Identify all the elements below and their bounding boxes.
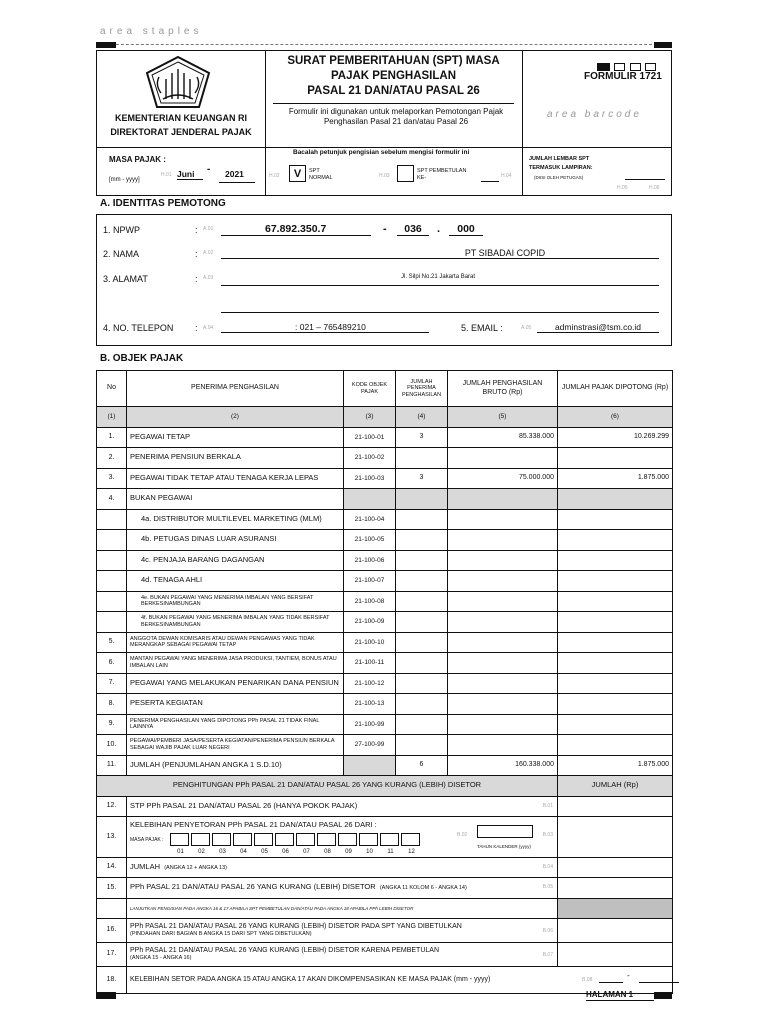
row-12-value[interactable] (558, 796, 673, 817)
alamat-field-line2[interactable] (221, 301, 659, 313)
row-18-year-field[interactable] (639, 973, 679, 983)
row-pph[interactable] (558, 714, 673, 735)
row-13-value[interactable] (558, 817, 673, 858)
top-dashed-line (96, 44, 672, 45)
h04-code: H.04 (501, 173, 512, 179)
registration-mark-bottom-right (654, 992, 672, 999)
colnum-5: (5) (448, 407, 558, 428)
row-kode: 21-100-08 (344, 591, 396, 612)
row-desc: JUMLAH (PENJUMLAHAN ANGKA 1 S.D.10) (127, 755, 344, 776)
row-12-text: STP PPh PASAL 21 DAN/ATAU PASAL 26 (HANYA POKOK PAJAK) (130, 800, 358, 810)
table-row (97, 735, 673, 756)
formulir-number: FORMULIR 1721 (584, 71, 662, 82)
row-jumlah-penerima[interactable] (396, 694, 448, 715)
row-bruto[interactable] (448, 714, 558, 735)
section-a-box (96, 214, 672, 346)
nama-label: 2. NAMA (103, 249, 140, 259)
month-number: 06 (282, 848, 289, 855)
area-barcode-label: area barcode (547, 109, 642, 120)
row-17-value[interactable] (558, 943, 673, 967)
row-jumlah-penerima[interactable] (396, 714, 448, 735)
row-bruto[interactable] (448, 694, 558, 715)
calc-jumlah-header: JUMLAH (Rp) (558, 776, 673, 797)
page-number: HALAMAN 1 (586, 990, 634, 999)
col-header-penerima: PENERIMA PENGHASILAN (127, 371, 344, 407)
month-number: 02 (198, 848, 205, 855)
ministry-name: KEMENTERIAN KEUANGAN RI (114, 113, 247, 123)
row-12-no: 12. (97, 796, 127, 817)
month-number: 11 (387, 848, 394, 855)
month-number: 08 (324, 848, 331, 855)
row-desc: 4f. BUKAN PEGAWAI YANG MENERIMA IMBALAN YANG TIDAK BERSIFAT BERKESINAMBUNGAN (127, 612, 344, 633)
row-jumlah-penerima[interactable] (396, 591, 448, 612)
row-14-no: 14. (97, 857, 127, 878)
spt-pembetulan-label: SPT PEMBETULAN KE- (417, 168, 467, 182)
lanjutkan-note: LANJUTKAN PENGISIAN PADA ANGKA 16 & 17 APABILA SPT PEMBETULAN DAN/ATAU PADA ANGKA 18 APABILA PPh LEBIH DISETOR (127, 898, 558, 919)
registration-mark-bottom-left (96, 992, 116, 999)
row-no: 5. (97, 632, 127, 653)
month-number: 12 (408, 848, 415, 855)
registration-mark-right (654, 42, 672, 48)
row-13-desc (127, 817, 558, 858)
row-kode: 21-100-02 (344, 448, 396, 469)
telepon-colon: : (195, 323, 198, 333)
row-14-small: (ANGKA 12 + ANGKA 13) (164, 864, 228, 871)
row-16-small: (PINDAHAN DARI BAGIAN B ANGKA 15 DARI SPT YANG DIBETULKAN) (130, 931, 312, 938)
month-checkbox-09[interactable] (338, 833, 357, 846)
row-kode: 21-100-06 (344, 550, 396, 571)
month-checkbox-03[interactable] (212, 833, 231, 846)
nama-colon: : (195, 249, 198, 259)
calc-header-row (97, 776, 673, 797)
row-no: 8. (97, 694, 127, 715)
row-16-value[interactable] (558, 919, 673, 943)
row-kode: 21-100-10 (344, 632, 396, 653)
col-header-kode: KODE OBJEK PAJAK (344, 371, 396, 407)
month-number: 10 (366, 848, 373, 855)
row-no: 9. (97, 714, 127, 735)
row-pph[interactable] (558, 653, 673, 674)
row-desc: PEGAWAI TETAP (127, 427, 344, 448)
row-16-desc (127, 919, 558, 943)
month-checkbox-05[interactable] (254, 833, 273, 846)
month-number: 07 (303, 848, 310, 855)
row-16-no: 16. (97, 919, 127, 943)
row-13-text: KELEBIHAN PENYETORAN PPh PASAL 21 DAN/ATAU PASAL 26 DARI : (130, 820, 377, 829)
npwp-dash: - (383, 223, 387, 235)
row-pph[interactable] (558, 448, 673, 469)
row-kode: 21-100-03 (344, 468, 396, 489)
row-bruto[interactable] (448, 653, 558, 674)
spt-normal-checkbox[interactable]: V (289, 165, 306, 182)
row-bruto[interactable] (448, 550, 558, 571)
row-kode: 21-100-05 (344, 530, 396, 551)
row-18-dash: - (627, 971, 630, 981)
row-jumlah-penerima[interactable] (396, 509, 448, 530)
row-desc: 4b. PETUGAS DINAS LUAR ASURANSI (127, 530, 344, 551)
row-bruto[interactable] (448, 571, 558, 592)
form-header (96, 50, 672, 196)
row-13 (97, 817, 673, 858)
row-desc: ANGGOTA DEWAN KOMISARIS ATAU DEWAN PENGAWAS YANG TIDAK MERANGKAP SEBAGAI PEGAWAI TETAP (127, 632, 344, 653)
row-jumlah-penerima (396, 489, 448, 510)
lanjutkan-shade (558, 898, 673, 919)
row-15 (97, 878, 673, 899)
b03-code: B.03 (542, 832, 553, 838)
row-15-desc (127, 878, 558, 899)
month-checkbox-06[interactable] (275, 833, 294, 846)
row-no: 11. (97, 755, 127, 776)
row-17-text: PPh PASAL 21 DAN/ATAU PASAL 26 YANG KURANG (LEBIH) DISETOR KARENA PEMBETULAN (130, 947, 440, 955)
row-desc: PEGAWAI TIDAK TETAP ATAU TENAGA KERJA LEPAS (127, 468, 344, 489)
row-bruto[interactable] (448, 509, 558, 530)
row-bruto[interactable]: 85.338.000 (448, 427, 558, 448)
table-row (97, 653, 673, 674)
alamat-label: 3. ALAMAT (103, 274, 148, 284)
diisi-petugas-note: (DIISI OLEH PETUGAS) (534, 175, 584, 180)
h03-code: H.03 (379, 173, 390, 179)
row-jumlah-penerima[interactable] (396, 530, 448, 551)
lanjutkan-row (97, 898, 673, 919)
row-jumlah-penerima[interactable] (396, 550, 448, 571)
table-row (97, 427, 673, 448)
row-pph[interactable] (558, 673, 673, 694)
telepon-field[interactable]: : 021 – 765489210 (221, 322, 429, 333)
row-pph[interactable] (558, 530, 673, 551)
table-row (97, 468, 673, 489)
row-no (97, 612, 127, 633)
col-header-jumlah-penerima: JUMLAH PENERIMA PENGHASILAN (396, 371, 448, 407)
row-pph[interactable] (558, 571, 673, 592)
b08-code: B.08 (582, 977, 593, 984)
row-pph[interactable]: 1.875.000 (558, 468, 673, 489)
telepon-label: 4. NO. TELEPON (103, 323, 174, 333)
row-kode: 21-100-04 (344, 509, 396, 530)
petunjuk-text: Bacalah petunjuk pengisian sebelum mengisi formulir ini (293, 149, 470, 156)
alamat-code: A.03 (203, 275, 214, 281)
row-16 (97, 919, 673, 943)
row-no: 7. (97, 673, 127, 694)
row-jumlah-penerima[interactable]: 3 (396, 427, 448, 448)
row-12-desc (127, 796, 558, 817)
row-pph (558, 489, 673, 510)
row-no: 4. (97, 489, 127, 510)
nama-field[interactable]: PT SIBADAI COPID (221, 248, 659, 259)
row-bruto[interactable] (448, 673, 558, 694)
b02-code: B.02 (457, 832, 468, 838)
row-desc: PEGAWAI/PEMBERI JASA/PESERTA KEGIATAN/PENERIMA PENSIUN BERKALA SEBAGAI WAJIB PAJAK LUAR NEGERI (127, 735, 344, 756)
colnum-2: (2) (127, 407, 344, 428)
month-checkbox-07[interactable] (296, 833, 315, 846)
col-header-dipotong: JUMLAH PAJAK DIPOTONG (Rp) (558, 371, 673, 407)
h05-code: H.05 (617, 185, 628, 191)
masa-format-hint: [mm - yyyy] (109, 177, 140, 183)
row-no: 10. (97, 735, 127, 756)
npwp-code: A.01 (203, 226, 214, 232)
jumlah-lembar-label: JUMLAH LEMBAR SPT TERMASUK LAMPIRAN: (529, 156, 593, 172)
npwp-main-field[interactable]: 67.892.350.7 (221, 223, 371, 236)
colnum-1: (1) (97, 407, 127, 428)
row-jumlah-penerima[interactable] (396, 673, 448, 694)
b04-code: B.04 (542, 863, 553, 870)
b07-code: B.07 (542, 952, 553, 959)
month-checkbox-10[interactable] (359, 833, 378, 846)
row-kode (344, 489, 396, 510)
row-jumlah-penerima[interactable] (396, 571, 448, 592)
colnum-4: (4) (396, 407, 448, 428)
row-kode: 21-100-13 (344, 694, 396, 715)
calc-header: PENGHITUNGAN PPh PASAL 21 DAN/ATAU PASAL 26 YANG KURANG (LEBIH) DISETOR (97, 776, 558, 797)
month-checkbox-12[interactable] (401, 833, 420, 846)
nama-code: A.02 (203, 250, 214, 256)
month-checkbox-02[interactable] (191, 833, 210, 846)
npwp-end-field[interactable]: 000 (449, 223, 483, 236)
row-18-no: 18. (97, 967, 127, 994)
col-header-no: No (97, 371, 127, 407)
masa-pajak-label: MASA PAJAK : (109, 155, 166, 164)
table-row (97, 612, 673, 633)
spt-normal-label: SPT NORMAL (309, 168, 333, 182)
telepon-code: A.04 (203, 325, 214, 331)
objek-pajak-table (96, 370, 673, 994)
spt-pembetulan-checkbox[interactable] (397, 165, 414, 182)
row-jumlah-penerima[interactable] (396, 653, 448, 674)
npwp-dot: . (437, 223, 441, 235)
pembetulan-ke-field[interactable] (481, 181, 499, 182)
row-jumlah-penerima[interactable]: 6 (396, 755, 448, 776)
jumlah-lembar-field[interactable] (625, 179, 665, 180)
row-bruto[interactable] (448, 735, 558, 756)
row-pph[interactable]: 1.875.000 (558, 755, 673, 776)
row-desc: PENERIMA PENSIUN BERKALA (127, 448, 344, 469)
row-bruto[interactable] (448, 612, 558, 633)
colnum-6: (6) (558, 407, 673, 428)
row-no (97, 530, 127, 551)
row-bruto[interactable] (448, 632, 558, 653)
row-18-month-field[interactable] (599, 973, 623, 983)
row-14-desc (127, 857, 558, 878)
row-bruto[interactable]: 160.338.000 (448, 755, 558, 776)
row-pph[interactable] (558, 612, 673, 633)
row-bruto (448, 489, 558, 510)
row-14-value[interactable] (558, 857, 673, 878)
row-kode: 21-100-99 (344, 714, 396, 735)
table-header-row (97, 371, 673, 407)
row-pph[interactable] (558, 735, 673, 756)
form-title-line3: PASAL 21 DAN/ATAU PASAL 26 (307, 85, 480, 97)
alamat-colon: : (195, 274, 198, 284)
row-12 (97, 796, 673, 817)
row-kode (344, 755, 396, 776)
row-kode: 21-100-09 (344, 612, 396, 633)
b06-code: B.06 (542, 928, 553, 935)
masa-year-field[interactable]: 2021 (225, 169, 244, 179)
month-number: 05 (261, 848, 268, 855)
row-14 (97, 857, 673, 878)
registration-mark-left (96, 42, 116, 48)
row-no (97, 550, 127, 571)
lanjutkan-no (97, 898, 127, 919)
row-jumlah-penerima[interactable] (396, 632, 448, 653)
masa-dash: - (207, 164, 211, 175)
row-13-masa-label: MASA PAJAK : (130, 837, 164, 844)
row-no (97, 509, 127, 530)
row-jumlah-penerima[interactable] (396, 612, 448, 633)
row-kode: 21-100-07 (344, 571, 396, 592)
row-desc: BUKAN PEGAWAI (127, 489, 344, 510)
table-row (97, 591, 673, 612)
row-desc: PESERTA KEGIATAN (127, 694, 344, 715)
row-17-no: 17. (97, 943, 127, 967)
row-18-text: KELEBIHAN SETOR PADA ANGKA 15 ATAU ANGKA 17 AKAN DIKOMPENSASIKAN KE MASA PAJAK (mm - yyyy) (130, 975, 491, 983)
row-bruto[interactable] (448, 591, 558, 612)
month-number: 09 (345, 848, 352, 855)
row-bruto[interactable]: 75.000.000 (448, 468, 558, 489)
row-15-text: PPh PASAL 21 DAN/ATAU PASAL 26 YANG KURANG (LEBIH) DISETOR (130, 882, 376, 892)
row-pph[interactable] (558, 694, 673, 715)
month-number: 01 (177, 848, 184, 855)
form-subtitle: Formulir ini digunakan untuk melaporkan Pemotongan Pajak Penghasilan Pasal 21 dan/atau Pasal 26 (288, 107, 504, 126)
month-checkbox-08[interactable] (317, 833, 336, 846)
row-desc: 4c. PENJAJA BARANG DAGANGAN (127, 550, 344, 571)
month-number: 03 (219, 848, 226, 855)
b05-code: B.05 (542, 884, 553, 891)
month-checkbox-11[interactable] (380, 833, 399, 846)
h06-code: H.06 (649, 185, 660, 191)
colnum-3: (3) (344, 407, 396, 428)
row-desc: PEGAWAI YANG MELAKUKAN PENARIKAN DANA PENSIUN (127, 673, 344, 694)
tahun-kalender-box[interactable] (477, 825, 533, 838)
table-row (97, 530, 673, 551)
row-no: 2. (97, 448, 127, 469)
row-16-text: PPh PASAL 21 DAN/ATAU PASAL 26 YANG KURANG (LEBIH) DISETOR PADA SPT YANG DIBETULKAN (130, 923, 462, 931)
table-row (97, 571, 673, 592)
month-number: 04 (240, 848, 247, 855)
row-13-no: 13. (97, 817, 127, 858)
h02-code: H.02 (269, 173, 280, 179)
row-kode: 21-100-01 (344, 427, 396, 448)
email-code: A.05 (521, 325, 532, 331)
npwp-mid-field[interactable]: 036 (397, 223, 429, 236)
table-row (97, 509, 673, 530)
row-no: 3. (97, 468, 127, 489)
form-title-line1: SURAT PEMBERITAHUAN (SPT) MASA (287, 55, 500, 67)
table-row (97, 694, 673, 715)
alamat-field-line1[interactable]: Jl. Silpi No.21 Jakarta Barat (221, 274, 659, 286)
b01-code: B.01 (542, 802, 553, 809)
month-checkbox-04[interactable] (233, 833, 252, 846)
h01-code: H.01 (161, 172, 172, 178)
tahun-kalender-label: TAHUN KALENDER (yyyy) (477, 844, 531, 849)
table-row (97, 550, 673, 571)
form-title-line2: PAJAK PENGHASILAN (330, 70, 457, 82)
email-label: 5. EMAIL : (461, 323, 503, 333)
row-pph[interactable]: 10.269.299 (558, 427, 673, 448)
row-pph[interactable] (558, 550, 673, 571)
row-17-small: (ANGKA 15 - ANGKA 16) (130, 955, 192, 962)
table-row (97, 673, 673, 694)
ministry-emblem-icon (143, 55, 213, 111)
table-row (97, 489, 673, 510)
row-jumlah-penerima[interactable]: 3 (396, 468, 448, 489)
row-kode: 27-100-99 (344, 735, 396, 756)
row-17 (97, 943, 673, 967)
area-staples-label: area staples (100, 26, 203, 37)
row-pph[interactable] (558, 591, 673, 612)
row-15-small: (ANGKA 11 KOLOM 6 - ANGKA 14) (379, 885, 467, 892)
row-desc: 4a. DISTRIBUTOR MULTILEVEL MARKETING (MLM) (127, 509, 344, 530)
row-no (97, 571, 127, 592)
month-checkbox-01[interactable] (170, 833, 189, 846)
section-a-title: A. IDENTITAS PEMOTONG (100, 198, 226, 209)
table-row (97, 632, 673, 653)
row-desc: 4d. TENAGA AHLI (127, 571, 344, 592)
section-b-title: B. OBJEK PAJAK (100, 353, 184, 364)
row-15-value[interactable] (558, 878, 673, 899)
row-14-text: JUMLAH (130, 861, 161, 871)
row-desc: PENERIMA PENGHASILAN YANG DIPOTONG PPh PASAL 21 TIDAK FINAL LAINNYA (127, 714, 344, 735)
row-no (97, 591, 127, 612)
directorate-name: DIREKTORAT JENDERAL PAJAK (110, 127, 252, 137)
row-pph[interactable] (558, 632, 673, 653)
row-17-desc (127, 943, 558, 967)
row-15-no: 15. (97, 878, 127, 899)
column-number-row (97, 407, 673, 428)
npwp-label: 1. NPWP (103, 225, 141, 235)
email-field[interactable]: adminstrasi@tsm.co.id (537, 322, 659, 333)
col-header-bruto: JUMLAH PENGHASILAN BRUTO (Rp) (448, 371, 558, 407)
row-pph[interactable] (558, 509, 673, 530)
table-row (97, 755, 673, 776)
row-bruto[interactable] (448, 448, 558, 469)
row-kode: 21-100-12 (344, 673, 396, 694)
row-no: 1. (97, 427, 127, 448)
row-bruto[interactable] (448, 530, 558, 551)
row-desc: MANTAN PEGAWAI YANG MENERIMA JASA PRODUKSI, TANTIEM, BONUS ATAU IMBALAN LAIN (127, 653, 344, 674)
table-row (97, 448, 673, 469)
table-row (97, 714, 673, 735)
row-jumlah-penerima[interactable] (396, 735, 448, 756)
npwp-colon: : (195, 225, 198, 235)
row-no: 6. (97, 653, 127, 674)
row-jumlah-penerima[interactable] (396, 448, 448, 469)
masa-month-field[interactable]: Juni (177, 169, 203, 180)
row-desc: 4e. BUKAN PEGAWAI YANG MENERIMA IMBALAN YANG BERSIFAT BERKESINAMBUNGAN (127, 591, 344, 612)
row-kode: 21-100-11 (344, 653, 396, 674)
